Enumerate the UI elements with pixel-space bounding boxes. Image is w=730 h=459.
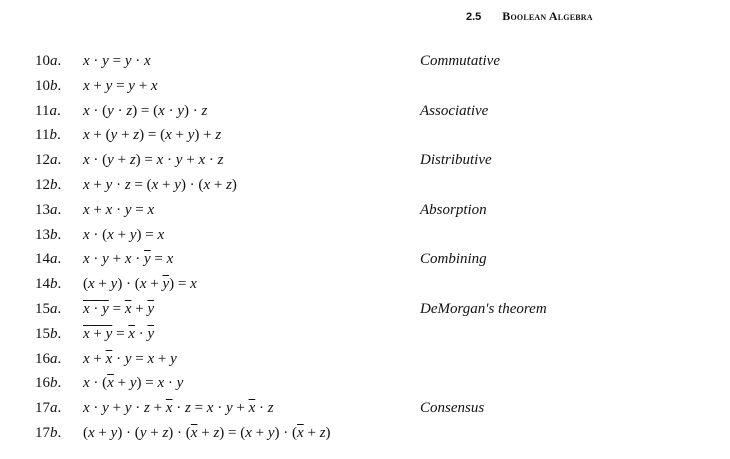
law-equation: $x \cdot (\overline{x} + y) = x \cdot y$ <box>83 375 184 392</box>
law-number: 11a. <box>35 102 61 119</box>
boolean-laws-list <box>0 53 730 450</box>
law-row <box>0 202 730 227</box>
law-number: 15b. <box>35 325 62 342</box>
law-row <box>0 425 730 450</box>
law-row <box>0 177 730 202</box>
law-number: 16a. <box>35 350 62 367</box>
law-equation: x · (x + y) = x <box>83 226 165 243</box>
law-row <box>0 351 730 376</box>
law-equation: x + x · y = x <box>83 201 155 218</box>
law-equation: $x + \overline{x} \cdot y = x + y$ <box>83 350 177 367</box>
law-row <box>0 53 730 78</box>
law-name: Distributive <box>420 152 492 169</box>
section-number: 2.5 <box>466 11 482 23</box>
law-equation: x · (y · z) = (x · y) · z <box>83 102 208 119</box>
law-name: Associative <box>420 102 489 119</box>
law-equation: $x \cdot y + y \cdot z + \overline{x} \cdot z = x \cdot y + \overline{x} \cdot z$ <box>83 400 274 417</box>
law-row <box>0 326 730 351</box>
law-number: 13b. <box>35 226 62 243</box>
law-name: Combining <box>420 251 487 268</box>
law-row <box>0 78 730 103</box>
law-row <box>0 127 730 152</box>
law-equation: $x + y = \overline{x} \cdot \overline{y}$ <box>83 325 155 342</box>
law-equation: x · y = y · x <box>83 53 151 69</box>
law-equation: x + y · z = (x + y) · (x + z) <box>83 176 237 193</box>
law-row <box>0 400 730 425</box>
section-title: Boolean Algebra <box>502 9 593 23</box>
law-equation: $x \cdot y + x \cdot \overline{y} = x$ <box>83 251 174 268</box>
law-equation: $x \cdot y = \overline{x} + \overline{y}$ <box>83 300 155 317</box>
law-number: 17a. <box>35 400 62 417</box>
law-number: 12b. <box>35 176 62 193</box>
law-number: 11b. <box>35 127 61 144</box>
law-row <box>0 301 730 326</box>
law-row <box>0 103 730 128</box>
law-name: DeMorgan's theorem <box>420 300 547 317</box>
law-equation: x + (y + z) = (x + y) + z <box>83 127 222 144</box>
law-number: 10a. <box>35 53 62 69</box>
law-number: 14b. <box>35 276 62 293</box>
law-number: 10b. <box>35 77 62 94</box>
law-row <box>0 251 730 276</box>
law-number: 16b. <box>35 375 62 392</box>
law-number: 13a. <box>35 201 62 218</box>
law-number: 12a. <box>35 152 62 169</box>
law-equation: x + y = y + x <box>83 77 158 94</box>
law-number: 14a. <box>35 251 62 268</box>
law-equation: $(x + y) \cdot (y + z) \cdot (\overline{x} + z) = (x + y) \cdot (\overline{x} + z)$ <box>83 424 331 441</box>
law-number: 17b. <box>35 424 62 441</box>
law-name: Consensus <box>420 400 485 417</box>
law-row <box>0 276 730 301</box>
law-equation: $(x + y) \cdot (x + \overline{y}) = x$ <box>83 276 197 293</box>
law-row <box>0 227 730 252</box>
law-row <box>0 375 730 400</box>
law-number: 15a. <box>35 300 62 317</box>
law-row <box>0 152 730 177</box>
law-equation: x · (y + z) = x · y + x · z <box>83 152 224 169</box>
law-name: Commutative <box>420 53 500 69</box>
law-name: Absorption <box>420 201 487 218</box>
page-header <box>466 9 593 24</box>
